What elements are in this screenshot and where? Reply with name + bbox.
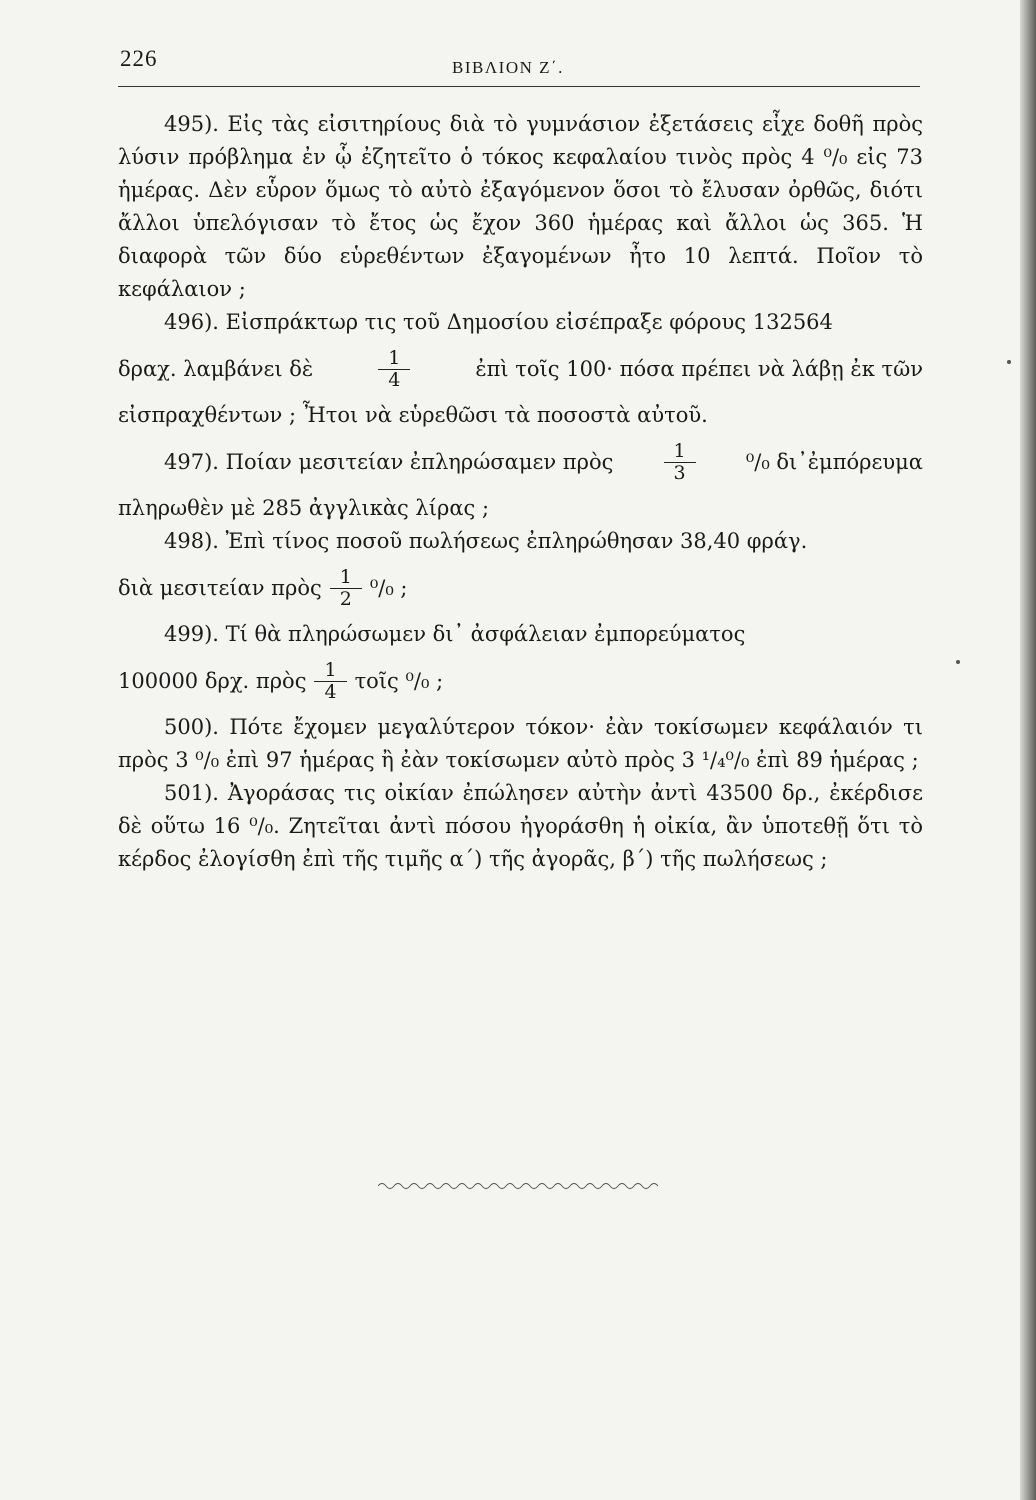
problem-500: 500). Πότε ἔχομεν μεγαλύτερον τόκον· ἐὰν τοκίσωμεν κεφάλαιόν τι πρὸς 3 ⁰/₀ ἐπὶ 97 ἡμέρας ἢ ἐὰν τοκίσωμεν αὐτὸ πρὸς 3 ¹/₄⁰/₀ ἐπὶ 89 ἡμέρας ; xyxy=(118,715,923,772)
fraction-one-quarter xyxy=(319,660,341,703)
page-header xyxy=(118,42,920,87)
problem-497-text-before: 497). Ποίαν μεσιτείαν ἐπληρώσαμεν πρὸς xyxy=(164,449,614,474)
problem-501: 501). Ἀγοράσας τις οἰκίαν ἐπώλησεν αὐτὴν ἀντὶ 43500 δρ., ἐκέρδισε δὲ οὕτω 16 ⁰/₀. Ζητεῖται ἀντὶ πόσου ἠγοράσθη ἡ οἰκία, ἂν ὑποτεθῇ ὅτι τὸ κέρδος ἐλογίσθη ἐπὶ τῆς τιμῆς α΄) τῆς ἀγορᾶς, β΄) τῆς πωλήσεως ; xyxy=(118,781,923,871)
fraction-numerator: 1 xyxy=(388,346,401,369)
problems-text xyxy=(118,108,923,876)
fraction-denominator: 4 xyxy=(314,681,346,703)
wavy-end-ornament xyxy=(378,1178,658,1194)
problem-496-line-2 xyxy=(118,339,923,399)
fraction-one-half xyxy=(335,567,357,610)
ink-speck xyxy=(1007,360,1011,364)
problem-496-text-after: ἐπὶ τοῖς 100· πόσα πρέπει νὰ λάβῃ ἐκ τῶν xyxy=(475,356,923,381)
fraction-one-quarter xyxy=(383,348,405,391)
problem-497-text-after: ⁰/₀ δι᾽ἐμπόρευμα xyxy=(745,449,923,474)
problem-498-text-before: διὰ μεσιτείαν πρὸς xyxy=(118,575,322,600)
page-number: 226 xyxy=(120,46,158,71)
fraction-denominator: 3 xyxy=(664,462,696,484)
problem-496-line-3: εἰσπραχθέντων ; Ἦτοι νὰ εὑρεθῶσι τὰ ποσοστὰ αὐτοῦ. xyxy=(118,403,708,427)
fraction-one-third xyxy=(669,441,691,484)
problem-499 xyxy=(118,618,923,711)
problem-499-line-1: 499). Τί θὰ πληρώσωμεν δι᾽ ἀσφάλειαν ἐμπορεύματος xyxy=(164,622,746,646)
fraction-numerator: 1 xyxy=(673,439,686,462)
problem-497-line-1 xyxy=(118,432,923,492)
problem-496-line-1: 496). Εἰσπράκτωρ τις τοῦ Δημοσίου εἰσέπραξε φόρους 132564 xyxy=(164,310,833,334)
problem-495: 495). Εἰς τὰς εἰσιτηρίους διὰ τὸ γυμνάσιον ἐξετάσεις εἶχε δοθῆ πρὸς λύσιν πρόβλημα ἐν ᾧ ἐζητεῖτο ὁ τόκος κεφαλαίου τινὸς πρὸς 4 ⁰/₀ εἰς 73 ἡμέρας. Δὲν εὗρον ὅμως τὸ αὐτὸ ἐξαγόμενον ὅσοι τὸ ἔλυσαν ὀρθῶς, διότι ἄλλοι ὑπελόγισαν τὸ ἔτος ὡς ἔχον 360 ἡμέρας καὶ ἄλλοι ὡς 365. Ἡ διαφορὰ τῶν δύο εὑρεθέντων ἐξαγομένων ἦτο 10 λεπτά. Ποῖον τὸ κεφάλαιον ; xyxy=(118,112,923,301)
problem-498-line-2 xyxy=(118,558,923,618)
running-head: ΒΙΒΛΙΟΝ Ζ΄. xyxy=(452,58,564,77)
problem-499-text-before: 100000 δρχ. πρὸς xyxy=(118,668,307,693)
problem-498-line-1: 498). Ἐπὶ τίνος ποσοῦ πωλήσεως ἐπληρώθησαν 38,40 φράγ. xyxy=(164,529,808,553)
problem-498-text-after: ⁰/₀ ; xyxy=(369,575,408,600)
problem-496-text-before: δραχ. λαμβάνει δὲ xyxy=(118,356,314,381)
problem-499-line-2 xyxy=(118,651,923,711)
fraction-numerator: 1 xyxy=(339,565,352,588)
fraction-numerator: 1 xyxy=(324,658,337,681)
problem-498 xyxy=(118,525,923,618)
ink-speck xyxy=(956,660,960,664)
fraction-denominator: 4 xyxy=(378,369,410,391)
problem-496 xyxy=(118,306,923,432)
problem-499-text-after: τοῖς ⁰/₀ ; xyxy=(354,668,444,693)
problem-497-line-2: πληρωθὲν μὲ 285 ἀγγλικὰς λίρας ; xyxy=(118,496,490,520)
fraction-denominator: 2 xyxy=(330,588,362,610)
page-edge-shadow xyxy=(1020,0,1036,1500)
problem-497 xyxy=(118,432,923,525)
